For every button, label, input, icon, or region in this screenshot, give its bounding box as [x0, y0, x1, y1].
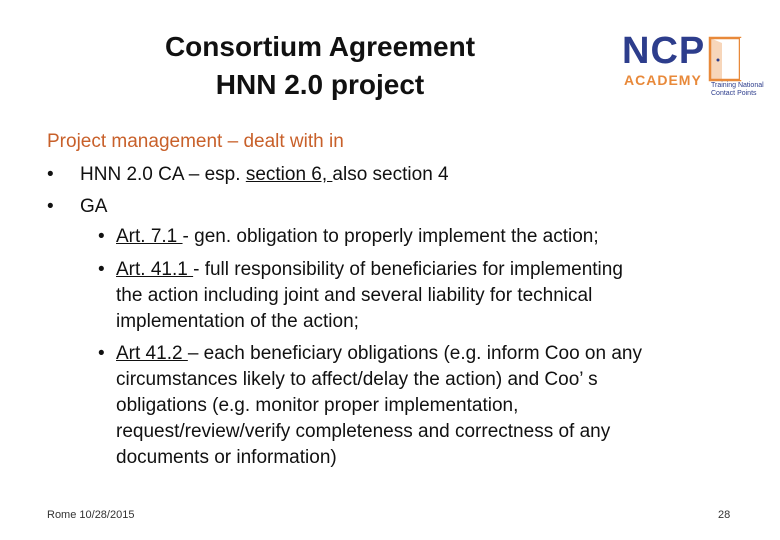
art-41-1-link[interactable]: Art. 41.1 [116, 259, 194, 280]
ca-tail: also section 4 [332, 164, 449, 185]
footer-date: Rome 10/28/2015 [47, 509, 135, 521]
title-line-2: HNN 2.0 project [215, 69, 425, 100]
art-41-1-text-3: implementation of the action; [116, 311, 359, 332]
art-41-2-link[interactable]: Art 41.2 [116, 343, 188, 364]
section-heading: Project management – dealt with in [47, 131, 344, 152]
page-number: 28 [718, 509, 731, 521]
art-41-2-text-5: documents or information) [116, 447, 337, 468]
sub-bullet-dot: • [98, 259, 105, 280]
bullet-dot: • [47, 196, 54, 217]
logo-ncp-text: NCP [622, 30, 706, 72]
logo-tagline-2: Contact Points [711, 90, 757, 97]
art-41-2-text-1: – each beneficiary obligations (e.g. inform Coo on any [187, 343, 642, 364]
bullet-dot: • [47, 164, 54, 185]
sub-bullet-dot: • [98, 343, 105, 364]
sub-bullet-dot: • [98, 226, 105, 247]
ca-label: HNN 2.0 CA [80, 164, 184, 185]
art-7-1-text: - gen. obligation to properly implement the action; [182, 226, 599, 247]
art-41-2-text-4: request/review/verify completeness and correctness of any [116, 421, 611, 442]
art-41-2-text-3: obligations (e.g. monitor proper implementation, [116, 395, 519, 416]
section-6-link[interactable]: section 6, [245, 164, 333, 185]
bullet-item-ca [80, 162, 449, 188]
art-41-1-text-2: the action including joint and several liability for technical [116, 285, 593, 306]
logo-academy-text: ACADEMY [624, 72, 702, 88]
title-line-1: Consortium Agreement [164, 31, 476, 62]
sub-item-art-41-1 [116, 257, 623, 283]
art-41-2-text-2: circumstances likely to affect/delay the action) and Coo’ s [116, 369, 598, 390]
sub-item-art-7-1 [116, 224, 599, 250]
bullet-item-ga: GA [80, 196, 108, 217]
ncp-academy-logo [622, 32, 767, 100]
art-7-1-link[interactable]: Art. 7.1 [116, 226, 183, 247]
ca-mid: – esp. [183, 164, 246, 185]
sub-item-art-41-2 [116, 341, 642, 367]
art-41-1-text-1: - full responsibility of beneficiaries for implementing [193, 259, 623, 280]
door-icon [708, 36, 752, 82]
logo-tagline-1: Training National [711, 82, 764, 89]
slide-title [120, 28, 520, 104]
